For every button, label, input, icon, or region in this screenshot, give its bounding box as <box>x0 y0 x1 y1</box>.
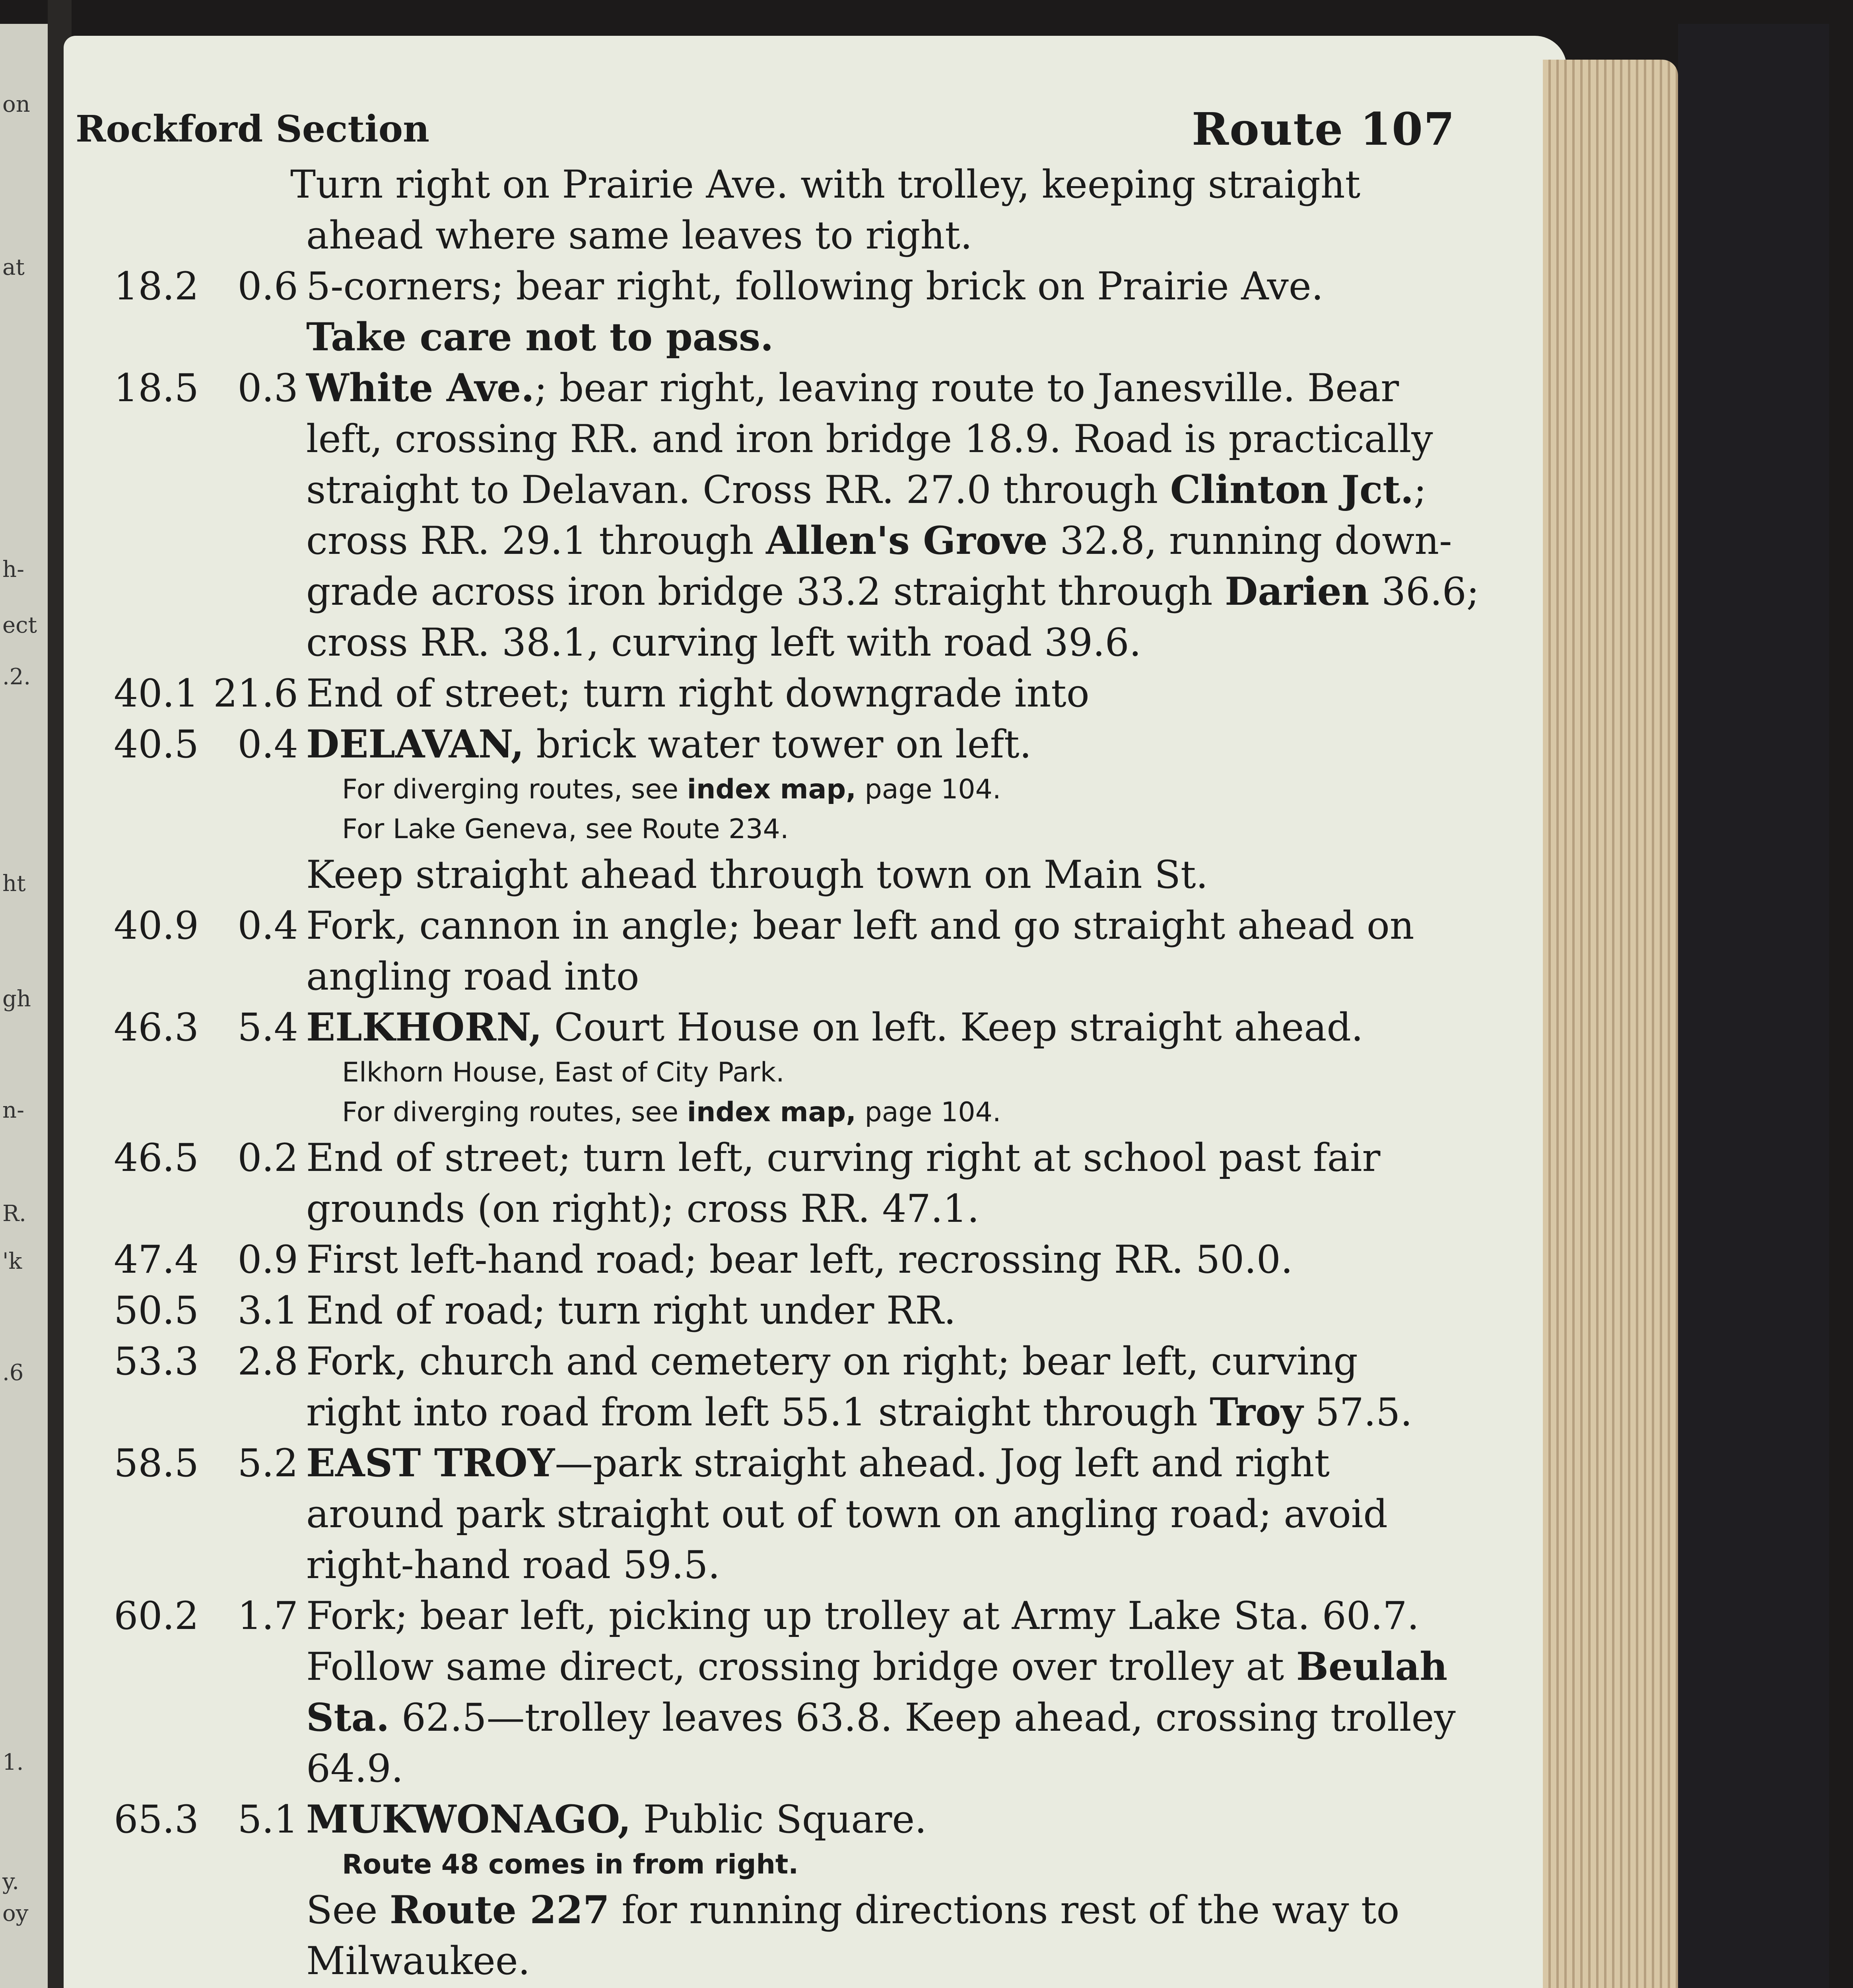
total-mileage: 47.4 <box>114 1237 199 1282</box>
left-page-fragment: n- <box>2 1097 24 1123</box>
left-page-edge <box>0 24 52 1988</box>
total-mileage: 65.3 <box>114 1797 199 1842</box>
total-mileage: 18.5 <box>114 366 199 410</box>
place-name: Darien <box>1225 569 1369 614</box>
route-entry: 65.3 5.1 MUKWONAGO, Public Square. Route 48 comes in from right. See Route 227 for running directions rest of the way to Milwaukee. <box>68 1794 1467 1986</box>
small-note: Route 48 comes in from right. <box>342 1849 799 1880</box>
running-header <box>68 103 1467 159</box>
total-mileage: 53.3 <box>114 1339 199 1384</box>
intermediate-mileage: 0.6 <box>237 264 298 309</box>
town-name: DELAVAN, <box>306 722 524 767</box>
place-name: Clinton Jct. <box>1170 467 1414 512</box>
route-entry: 40.1 21.6 End of street; turn right downgrade into <box>68 668 1467 719</box>
place-name: Troy <box>1210 1390 1303 1435</box>
intermediate-mileage: 5.4 <box>237 1005 298 1050</box>
book-cover <box>1678 24 1829 1988</box>
total-mileage: 40.1 <box>114 671 199 716</box>
total-mileage: 58.5 <box>114 1441 199 1485</box>
town-name: MUKWONAGO, <box>306 1797 631 1842</box>
intermediate-mileage: 0.9 <box>237 1237 298 1282</box>
total-mileage: 46.5 <box>114 1136 199 1180</box>
intermediate-mileage: 0.4 <box>237 722 298 767</box>
route-reference: Route 227 <box>389 1887 610 1932</box>
total-mileage: 40.5 <box>114 722 199 767</box>
town-name: EAST TROY <box>306 1441 555 1485</box>
route-entry: 47.4 0.9 First left-hand road; bear left, recrossing RR. 50.0. <box>68 1234 1467 1285</box>
total-mileage: 18.2 <box>114 264 199 309</box>
intermediate-mileage: 5.1 <box>237 1797 298 1842</box>
page-edges <box>1543 60 1678 1988</box>
route-entry: 50.5 3.1 End of road; turn right under RR. <box>68 1285 1467 1336</box>
route-entry: 46.3 5.4 ELKHORN, Court House on left. Keep straight ahead. Elkhorn House, East of City Park. For diverging routes, see index map, page 104. <box>68 1002 1467 1132</box>
total-mileage: 60.2 <box>114 1594 199 1638</box>
route-entry: 60.2 1.7 Fork; bear left, picking up trolley at Army Lake Sta. 60.7. Follow same direct, crossing bridge over trolley at Beulah Sta. 62.5—trolley leaves 63.8. Keep ahead, crossing trolley 64.9. <box>68 1590 1467 1794</box>
route-entry: 53.3 2.8 Fork, church and cemetery on right; bear left, curving right into road from left 55.1 straight through Troy 57.5. <box>68 1336 1467 1438</box>
left-page-fragment: 'k <box>2 1248 22 1274</box>
total-mileage: 50.5 <box>114 1288 199 1333</box>
left-page-fragment: on <box>2 91 30 117</box>
intermediate-mileage: 21.6 <box>213 671 298 716</box>
route-entry: 18.2 0.6 5-corners; bear right, following brick on Prairie Ave. Take care not to pass. <box>68 261 1467 363</box>
route-entry: 40.9 0.4 Fork, cannon in angle; bear left and go straight ahead on angling road into <box>68 900 1467 1002</box>
left-page-fragment: R. <box>2 1201 26 1227</box>
left-page-fragment: h- <box>2 557 24 582</box>
left-page-fragment: y. <box>2 1869 19 1895</box>
left-page-fragment: oy <box>2 1901 29 1926</box>
total-mileage: 46.3 <box>114 1005 199 1050</box>
intermediate-mileage: 0.3 <box>237 366 298 410</box>
small-note: For diverging routes, see index map, page 104. <box>342 774 1001 805</box>
intermediate-mileage: 5.2 <box>237 1441 298 1485</box>
page-content <box>68 103 1480 1988</box>
small-note: For diverging routes, see index map, page 104. <box>342 1097 1001 1128</box>
intermediate-mileage: 0.4 <box>237 903 298 948</box>
place-name: Allen's Grove <box>766 518 1048 563</box>
text-line: Turn right on Prairie Ave. with trolley, keeping straight <box>290 162 1361 207</box>
left-page-fragment: ht <box>2 871 26 897</box>
left-page-fragment: 1. <box>2 1749 24 1775</box>
intermediate-mileage: 0.2 <box>237 1136 298 1180</box>
left-page-fragment: at <box>2 254 25 280</box>
total-mileage: 40.9 <box>114 903 199 948</box>
left-page-fragment: ect <box>2 612 37 638</box>
left-page-fragment: .6 <box>2 1360 24 1386</box>
town-name: ELKHORN, <box>306 1005 542 1050</box>
intermediate-mileage: 3.1 <box>237 1288 298 1333</box>
route-entry: 46.5 0.2 End of street; turn left, curving right at school past fair grounds (on right); cross RR. 47.1. <box>68 1132 1467 1234</box>
intermediate-mileage: 1.7 <box>237 1594 298 1638</box>
route-entry: 40.5 0.4 DELAVAN, brick water tower on left. For diverging routes, see index map, page 104. For Lake Geneva, see Route 234. Keep straight ahead through town on Main St. <box>68 719 1467 900</box>
intermediate-mileage: 2.8 <box>237 1339 298 1384</box>
left-page-fragment: gh <box>2 986 31 1012</box>
text-line: ahead where same leaves to right. <box>306 213 973 258</box>
small-note: Elkhorn House, East of City Park. <box>342 1057 785 1088</box>
left-page-fragment: .2. <box>2 664 31 690</box>
small-note: For Lake Geneva, see Route 234. <box>342 813 789 845</box>
route-entry: 58.5 5.2 EAST TROY—park straight ahead. Jog left and right around park straight out of town on angling road; avoid right-hand road 59.5. <box>68 1438 1467 1590</box>
route-entry: 18.5 0.3 White Ave.; bear right, leaving route to Janesville. Bear left, crossing RR. and iron bridge 18.9. Road is practically straight to Delavan. Cross RR. 27.0 through Clinton Jct.; cross RR. 29.1 through Allen's Grove 32.8, running down- grade across iron bridge 33.2 straight through Darien 36.6; cross RR. 38.1, curving left with road 39.6. <box>68 363 1467 668</box>
route-number: Route 107 <box>1192 103 1455 155</box>
section-title: Rockford Section <box>76 107 430 150</box>
place-name: Beulah <box>1296 1644 1448 1689</box>
